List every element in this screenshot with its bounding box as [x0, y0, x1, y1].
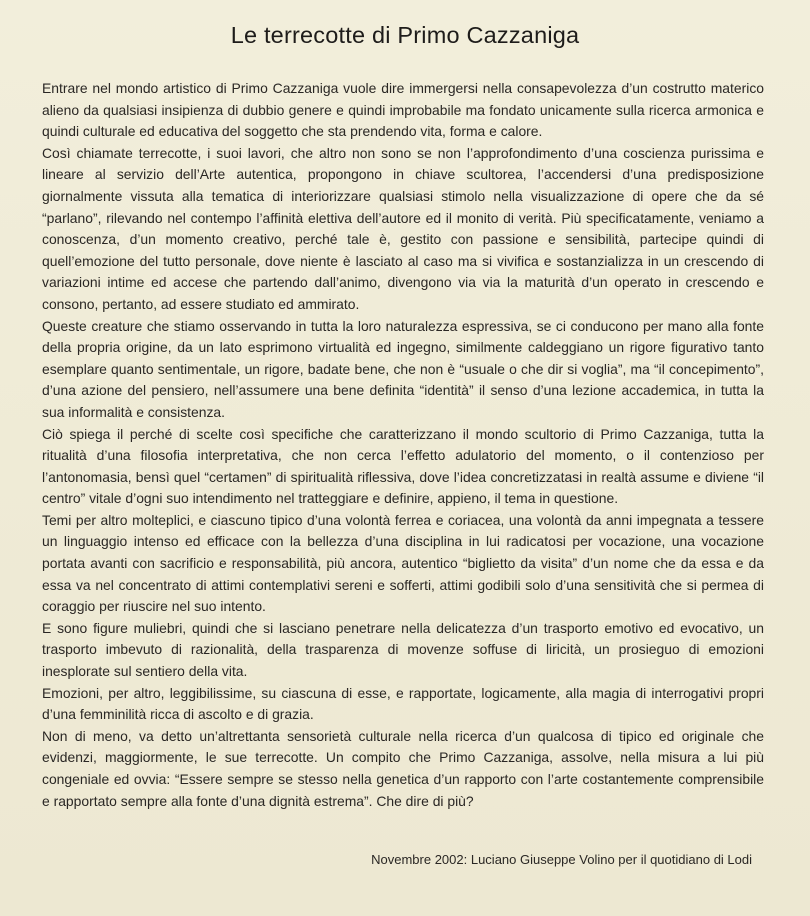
- paragraph-4: Ciò spiega il perché di scelte così specifiche che caratterizzano il mondo scultorio di Primo Cazzaniga, tutta la ritualità d’una filosofia interpretativa, che non cerca l’effetto adulatorio del momento, o il contenzioso per l’antonomasia, bensì quel “certamen” di spiritualità riflessiva, dove l’idea concretizzatasi in realtà assume e diviene “il centro” vitale d’ogni suo intendimento nel tratteggiare e definire, appieno, il tema in questione.: [42, 425, 764, 507]
- paragraph-2: Così chiamate terrecotte, i suoi lavori, che altro non sono se non l’approfondimento d’una coscienza purissima e lineare al servizio dell’Arte autentica, propongono in chiave scultorea, l’accendersi d’una predisposizione giornalmente vissuta alla tematica di interiorizzare qualsiasi stimolo nella visualizzazione di opere che da sé “parlano”, rilevando nel contempo l’affinità elettiva dell’autore ed il monito di verità. Più specificatamente, veniamo a conoscenza, d’un momento creativo, perché tale è, gestito con passione e sensibilità, partecipe quindi di quell’emozione del tutto personale, dove niente è lasciato al caso ma si vivifica e sostanzializza in un crescendo di variazioni intime ed accese che partendo dall’animo, divengono via via la maturità d’un operato in crescendo e consono, pertanto, ad essere studiato ed ammirato.: [42, 144, 764, 312]
- paragraph-8: Non di meno, va detto un’altrettanta sensorietà culturale nella ricerca d’un qualcosa di tipico ed originale che evidenzi, maggiormente, le sue terrecotte. Un compito che Primo Cazzaniga, assolve, nella misura a lui più congeniale ed ovvia: “Essere sempre se stesso nella genetica d’un rapporto con l’arte costantemente comprensibile e rapportato sempre alla fonte d’una dignità estrema”. Che dire di più?: [42, 727, 764, 809]
- paragraph-5: Temi per altro molteplici, e ciascuno tipico d’una volontà ferrea e coriacea, una volontà da anni impegnata a tessere un linguaggio intenso ed efficace con la bellezza d’una disciplina in lui radicatosi per vocazione, una vocazione portata avanti con sacrificio e responsabilità, più ancora, autentico “biglietto da visita” d’un nome che da essa e da essa va nel concentrato di attimi contemplativi sereni e sofferti, attimi godibili solo d’una sensitività che si permea di coraggio per riuscire nel suo intento.: [42, 511, 764, 615]
- paragraph-3: Queste creature che stiamo osservando in tutta la loro naturalezza espressiva, se ci conducono per mano alla fonte della propria origine, da un lato esprimono virtualità ed ingegno, similmente caldeggiano un rigore figurativo tanto esemplare quanto sentimentale, un rigore, badate bene, che non è “usuale o che dir si voglia”, ma “il concepimento”, d’una azione del pensiero, nell’assumere una bene definita “identità” il senso d’una lezione accademica, in tutta la sua informalità e consistenza.: [42, 317, 764, 420]
- document-title: Le terrecotte di Primo Cazzaniga: [230, 22, 580, 48]
- paragraph-1: Entrare nel mondo artistico di Primo Cazzaniga vuole dire immergersi nella consapevolezza d’un costrutto materico alieno da qualsiasi insipienza di dubbio genere e quindi improbabile ma fondato unicamente sulla ricerca armonica e quindi culturale ed educativa del soggetto che sta prendendo vita, forma e calore.: [42, 80, 764, 140]
- paragraph-6: E sono figure muliebri, quindi che si lasciano penetrare nella delicatezza d’un trasporto emotivo ed evocativo, un trasporto imbevuto di razionalità, della trasparenza di movenze soffuse di liricità, un prosieguo di emozioni inesplorate sul sentiero della vita.: [42, 619, 764, 680]
- paragraph-7: Emozioni, per altro, leggibilissime, su ciascuna di esse, e rapportate, logicamente, alla magia di interrogativi propri d’una femminilità ricca di ascolto e di grazia.: [42, 684, 764, 723]
- signature-line: Novembre 2002: Luciano Giuseppe Volino per il quotidiano di Lodi: [371, 852, 752, 867]
- article-body: [42, 78, 764, 812]
